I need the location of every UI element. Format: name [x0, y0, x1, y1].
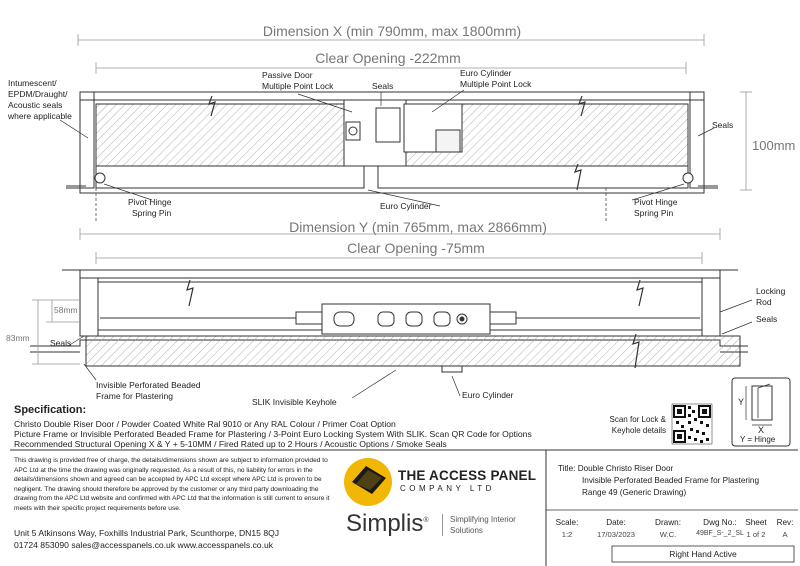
plan-door-skin-right [378, 166, 688, 188]
spec-line-2: Picture Frame or Invisible Perforated Beaded Frame for Plastering / 3-Point Euro Locking System With SLIK. Scan QR Code for Options [14, 429, 532, 439]
legend-y: Y [738, 397, 745, 407]
plan-seals-label [7, 78, 72, 121]
date-value: 17/03/2023 [596, 530, 635, 539]
clear-opening-1-text: Clear Opening -222mm [315, 50, 461, 66]
tagline-1: Simplifying Interior [450, 515, 516, 524]
section-seals-left-label: Seals [50, 338, 72, 348]
locking-rod-label [756, 286, 786, 307]
svg-text:where applicable: where applicable [8, 111, 72, 121]
spec-title: Specification: [14, 404, 87, 416]
drawn-value: W.C. [659, 530, 677, 539]
company-logo-icon [344, 458, 392, 506]
sheet-value: 1 of 2 [746, 530, 766, 539]
date-label: Date: [606, 518, 626, 527]
dwg-label: Dwg No.: [703, 518, 737, 527]
plan-door-leaf-left [96, 104, 344, 166]
company-name: THE ACCESS PANEL [398, 468, 537, 483]
svg-text:Acoustic seals: Acoustic seals [8, 100, 63, 110]
section-euro-cylinder-label: Euro Cylinder [462, 390, 514, 400]
section-lock-body [296, 304, 516, 334]
drawing-title-2: Invisible Perforated Beaded Frame for Plastering [582, 476, 760, 485]
tagline-2: Solutions [450, 526, 483, 535]
spec-line-3: Recommended Structural Opening X & Y + 5-10MM / Fired Rated up to 2 Hours / Acoustic Options / Smoke Seals [14, 439, 447, 449]
scale-label: Scale: [555, 518, 579, 527]
dim-83-text: 83mm [6, 333, 30, 343]
hand-of-door: Right Hand Active [669, 549, 737, 559]
drawing-title-3: Range 49 (Generic Drawing) [582, 488, 687, 497]
svg-text:Spring Pin: Spring Pin [132, 208, 172, 218]
dim-58-text: 58mm [54, 305, 78, 315]
svg-text:Invisible Perforated Beaded: Invisible Perforated Beaded [96, 380, 201, 390]
qr-scan-line-2: Keyhole details [611, 426, 666, 435]
pivot-right-label [634, 197, 678, 218]
passive-door-label [262, 70, 334, 91]
svg-text:Passive Door: Passive Door [262, 70, 313, 80]
plan-seals-top-label: Seals [372, 81, 394, 91]
dimension-y-text: Dimension Y (min 765mm, max 2866mm) [289, 219, 547, 235]
spec-line-1: Christo Double Riser Door / Powder Coated White Ral 9010 or Any RAL Colour / Primer Coat Option [14, 419, 396, 429]
svg-text:Locking: Locking [756, 286, 786, 296]
drawing-title-1: Title: Double Christo Riser Door [558, 464, 674, 473]
legend-x: X [758, 425, 765, 435]
legend-hinge: Y = Hinge [740, 435, 776, 444]
depth-dimension-line [740, 92, 752, 190]
frame-type-label [96, 380, 201, 401]
svg-text:Frame for Plastering: Frame for Plastering [96, 391, 173, 401]
pivot-left-label [128, 197, 172, 218]
svg-text:Rod: Rod [756, 297, 772, 307]
section-door-panel [86, 336, 740, 366]
qr-scan-line-1: Scan for Lock & [609, 415, 666, 424]
section-seals-right-label: Seals [756, 314, 778, 324]
qr-code [672, 404, 712, 444]
section-view [6, 219, 786, 407]
simplis-brand: Simplis® [346, 510, 429, 537]
scale-value: 1:2 [561, 530, 573, 539]
svg-text:Euro Cylinder: Euro Cylinder [460, 68, 512, 78]
svg-text:Multiple Point Lock: Multiple Point Lock [262, 81, 334, 91]
svg-text:Spring Pin: Spring Pin [634, 208, 674, 218]
plan-door-skin-left [96, 166, 364, 188]
clear-opening-2-text: Clear Opening -75mm [347, 240, 485, 256]
sheet-label: Sheet [745, 518, 767, 527]
disclaimer: This drawing is provided free of charge, the details/dimensions shown are subject to information provided to APC Ltd at the time the drawing was originally requested. As a result of this, no liability for errors in the details/dimensions shown and agreed can be accepted by APC Ltd except where APC Ltd is proven to be negligent. The drawing should therefore be approved by the customer or any third party downloading the drawing from the APC Ltd website and confirmed with APC Ltd that the information is still current to ensure it meets with their specific project requirements before use. [14, 457, 330, 512]
address-line-1: Unit 5 Atkinsons Way, Foxhills Industrial Park, Scunthorpe, DN15 8QJ [14, 528, 280, 538]
rev-label: Rev: [776, 518, 794, 527]
keyhole-label: SLIK Invisible Keyhole [252, 397, 337, 407]
svg-text:Intumescent/: Intumescent/ [8, 78, 57, 88]
depth-text: 100mm [752, 138, 796, 153]
dwg-value: 49BF_S-_2_SL [696, 530, 744, 537]
section-cylinder-tab [442, 366, 462, 372]
euro-cylinder-lock-label [460, 68, 532, 89]
svg-text:EPDM/Draught/: EPDM/Draught/ [8, 89, 68, 99]
drawn-label: Drawn: [655, 518, 681, 527]
company-suffix: COMPANY LTD [400, 484, 495, 493]
svg-text:Pivot Hinge: Pivot Hinge [128, 197, 172, 207]
rev-value: A [782, 530, 788, 539]
svg-text:Pivot Hinge: Pivot Hinge [634, 197, 678, 207]
dimension-x-text: Dimension X (min 790mm, max 1800mm) [262, 23, 522, 39]
plan-seals-right-label: Seals [712, 120, 734, 130]
plan-view [7, 23, 795, 222]
svg-text:Multiple Point Lock: Multiple Point Lock [460, 79, 532, 89]
address-line-2: 01724 853090 sales@accesspanels.co.uk www.accesspanels.co.uk [14, 540, 274, 550]
plan-euro-cylinder-label: Euro Cylinder [380, 201, 432, 211]
